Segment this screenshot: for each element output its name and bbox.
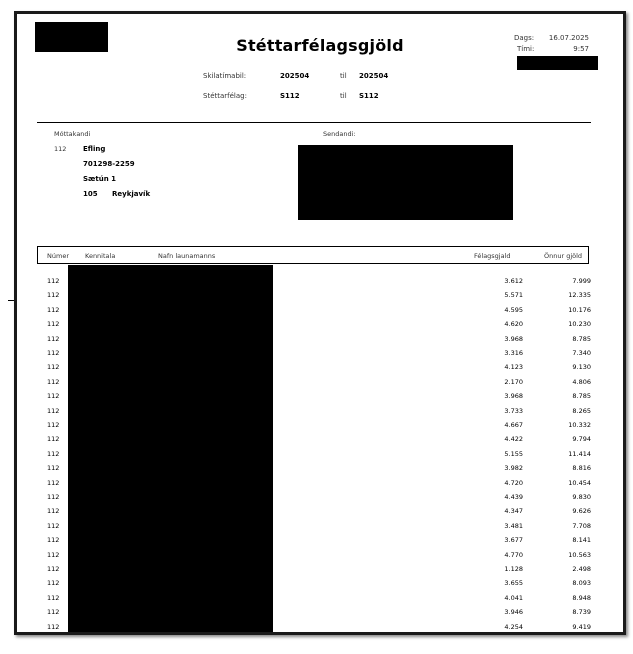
time-label: Tími: [517,45,535,53]
row-felagsgjald: 3.612 [504,277,523,285]
row-onnur: 10.563 [568,550,591,559]
row-onnur: 9.626 [572,507,591,516]
recipient-number: 112 [54,145,67,153]
row-felagsgjald: 3.316 [504,349,523,357]
row-felagsgjald: 4.620 [504,320,523,329]
row-felagsgjald: 3.481 [504,521,523,530]
period-label: Skilatímabil: [203,72,247,80]
row-onnur: 12.335 [568,291,591,300]
row-number: 112 [47,593,60,602]
row-onnur: 8.739 [572,608,591,617]
union-to-label: til [340,92,347,100]
row-number: 112 [47,363,60,372]
row-number: 112 [47,320,60,329]
row-onnur: 9.794 [572,435,591,444]
row-onnur: 8.141 [572,536,591,545]
row-felagsgjald: 4.667 [504,421,523,429]
page-title: Stéttarfélagsgjöld [236,36,404,55]
document-page [14,11,626,635]
row-felagsgjald: 5.571 [504,291,523,300]
row-number: 112 [47,277,60,285]
row-number: 112 [47,377,60,386]
period-from: 202504 [280,72,310,80]
row-felagsgjald: 4.123 [504,363,523,372]
row-felagsgjald: 4.720 [504,478,523,487]
date-label: Dags: [514,34,535,42]
row-number: 112 [47,579,60,588]
row-onnur: 8.816 [572,464,591,473]
row-onnur: 7.999 [572,277,591,285]
redacted-sender [298,145,513,220]
union-from: S112 [280,92,300,100]
date-value: 16.07.2025 [548,34,589,42]
row-onnur: 10.230 [568,320,591,329]
row-onnur: 10.332 [568,421,591,429]
row-number: 112 [47,608,60,617]
row-number: 112 [47,392,60,401]
col-kennitala: Kennitala [85,252,116,260]
row-onnur: 9.830 [572,493,591,501]
row-number: 112 [47,493,60,501]
row-number: 112 [47,305,60,314]
row-felagsgjald: 4.595 [504,305,523,314]
row-onnur: 8.093 [572,579,591,588]
row-onnur: 8.948 [572,593,591,602]
row-felagsgjald: 1.128 [504,565,523,573]
union-label: Stéttarfélag: [203,92,247,100]
redacted-names [68,265,273,635]
row-felagsgjald: 4.254 [504,622,523,631]
row-number: 112 [47,349,60,357]
period-to: 202504 [359,72,389,80]
recipient-name: Efling [83,145,106,153]
row-number: 112 [47,421,60,429]
row-felagsgjald: 3.968 [504,392,523,401]
recipient-postcode: 105 [83,190,98,198]
row-number: 112 [47,478,60,487]
time-value: 9:57 [573,45,589,53]
row-felagsgjald: 3.733 [504,406,523,415]
row-number: 112 [47,449,60,458]
row-felagsgjald: 4.041 [504,593,523,602]
row-onnur: 8.785 [572,334,591,343]
table-header [37,246,589,264]
row-number: 112 [47,291,60,300]
row-number: 112 [47,464,60,473]
recipient-city: Reykjavík [112,190,151,198]
row-felagsgjald: 4.439 [504,493,523,501]
recipient-id: 701298-2259 [83,160,135,168]
row-number: 112 [47,536,60,545]
row-felagsgjald: 3.982 [504,464,523,473]
row-onnur: 10.176 [568,305,591,314]
col-felagsgjald: Félagsgjald [474,252,511,260]
row-onnur: 9.419 [572,622,591,631]
row-felagsgjald: 4.770 [504,550,523,559]
row-felagsgjald: 4.422 [504,435,523,444]
sender-label: Sendandi: [323,130,356,138]
row-onnur: 7.708 [572,521,591,530]
recipient-address: Sætún 1 [83,175,116,183]
row-onnur: 8.785 [572,392,591,401]
row-onnur: 11.414 [568,449,591,458]
row-onnur: 7.340 [572,349,591,357]
row-number: 112 [47,521,60,530]
row-number: 112 [47,406,60,415]
row-onnur: 4.806 [572,377,591,386]
row-felagsgjald: 2.170 [504,377,523,386]
row-felagsgjald: 3.946 [504,608,523,617]
row-number: 112 [47,507,60,516]
row-number: 112 [47,435,60,444]
col-number: Númer [47,252,69,260]
row-number: 112 [47,565,60,573]
period-to-label: til [340,72,347,80]
redacted-user [517,56,598,70]
row-onnur: 2.498 [572,565,591,573]
row-onnur: 9.130 [572,363,591,372]
row-number: 112 [47,550,60,559]
row-felagsgjald: 3.655 [504,579,523,588]
row-onnur: 8.265 [572,406,591,415]
row-number: 112 [47,622,60,631]
row-number: 112 [47,334,60,343]
recipient-label: Móttakandi [54,130,91,138]
col-onnur: Önnur gjöld [544,252,583,260]
row-felagsgjald: 4.347 [504,507,523,516]
row-felagsgjald: 5.155 [504,449,523,458]
row-onnur: 10.454 [568,478,591,487]
row-felagsgjald: 3.677 [504,536,523,545]
divider [37,122,591,123]
row-felagsgjald: 3.968 [504,334,523,343]
union-to: S112 [359,92,379,100]
col-name: Nafn launamanns [158,252,216,260]
